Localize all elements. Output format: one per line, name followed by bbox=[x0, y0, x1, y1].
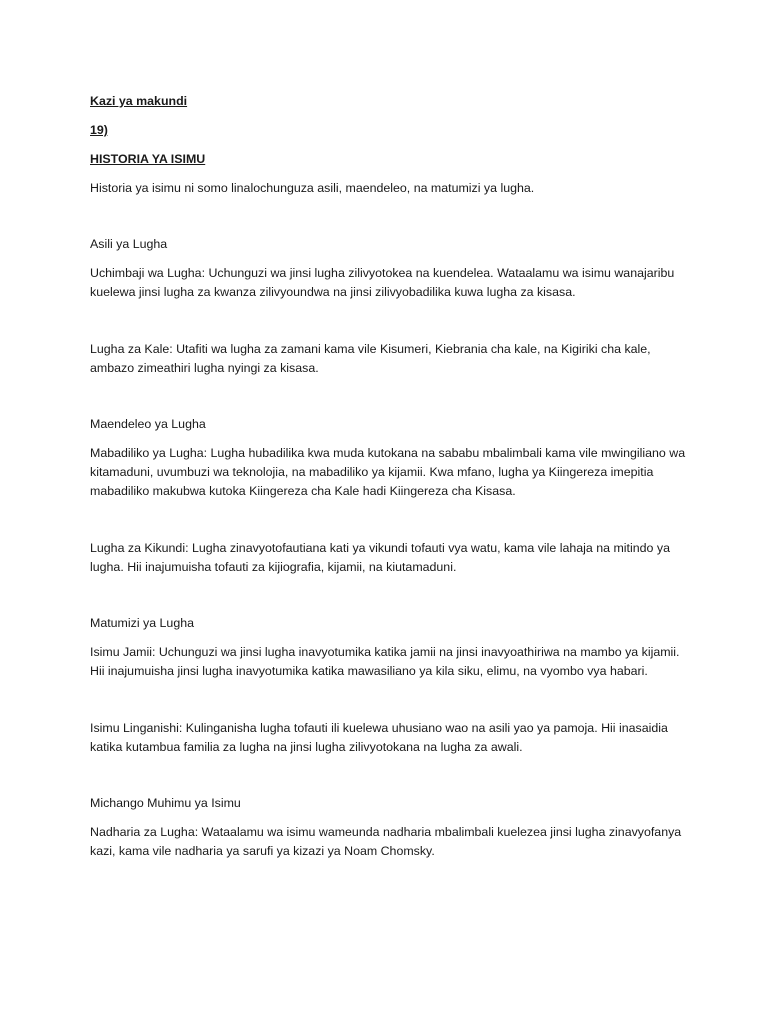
intro-paragraph: Historia ya isimu ni somo linalochunguza asili, maendeleo, na matumizi ya lugha. bbox=[90, 181, 535, 195]
document-body bbox=[90, 92, 690, 861]
section-heading-matumizi: Matumizi ya Lugha bbox=[90, 616, 194, 630]
section-heading-michango: Michango Muhimu ya Isimu bbox=[90, 796, 241, 810]
paragraph-isimu-jamii: Isimu Jamii: Uchunguzi wa jinsi lugha inavyotumika katika jamii na jinsi inavyoathiriwa na mambo ya kijamii. Hii inajumuisha jinsi lugha inavyotumika katika mawasiliano ya kila siku, elimu, na vyombo vya habari. bbox=[90, 645, 680, 678]
paragraph-lugha-za-kale: Lugha za Kale: Utafiti wa lugha za zamani kama vile Kisumeri, Kiebrania cha kale, na Kigiriki cha kale, ambazo zimeathiri lugha nyingi za kisasa. bbox=[90, 342, 651, 375]
paragraph-lugha-za-kikundi: Lugha za Kikundi: Lugha zinavyotofautiana kati ya vikundi tofauti vya watu, kama vile lahaja na mitindo ya lugha. Hii inajumuisha tofauti za kijiografia, kijamii, na kiutamaduni. bbox=[90, 541, 670, 574]
paragraph-mabadiliko: Mabadiliko ya Lugha: Lugha hubadilika kwa muda kutokana na sababu mbalimbali kama vile mwingiliano wa kitamaduni, uvumbuzi wa teknolojia, na mabadiliko ya kijamii. Kwa mfano, lugha ya Kiingereza imepitia mabadiliko makubwa kutoka Kiingereza cha Kale hadi Kiingereza cha Kisasa. bbox=[90, 446, 686, 498]
paragraph-isimu-linganishi: Isimu Linganishi: Kulinganisha lugha tofauti ili kuelewa uhusiano wao na asili yao ya pamoja. Hii inasaidia katika kutambua familia za lugha na jinsi lugha zilivyotokana na lugha za awali. bbox=[90, 721, 668, 754]
paragraph-uchimbaji: Uchimbaji wa Lugha: Uchunguzi wa jinsi lugha zilivyotokea na kuendelea. Wataalamu wa isimu wanajaribu kuelewa jinsi lugha za kwanza zilivyoundwa na jinsi zilivyobadilika kuwa lugha za kisasa. bbox=[90, 266, 675, 299]
section-title: HISTORIA YA ISIMU bbox=[90, 152, 206, 166]
section-heading-maendeleo: Maendeleo ya Lugha bbox=[90, 417, 206, 431]
paragraph-nadharia: Nadharia za Lugha: Wataalamu wa isimu wameunda nadharia mbalimbali kuelezea jinsi lugha zinavyofanya kazi, kama vile nadharia ya sarufi ya kizazi ya Noam Chomsky. bbox=[90, 825, 682, 858]
section-heading-asili: Asili ya Lugha bbox=[90, 237, 168, 251]
question-number: 19) bbox=[90, 123, 108, 137]
document-header-title: Kazi ya makundi bbox=[90, 94, 188, 108]
